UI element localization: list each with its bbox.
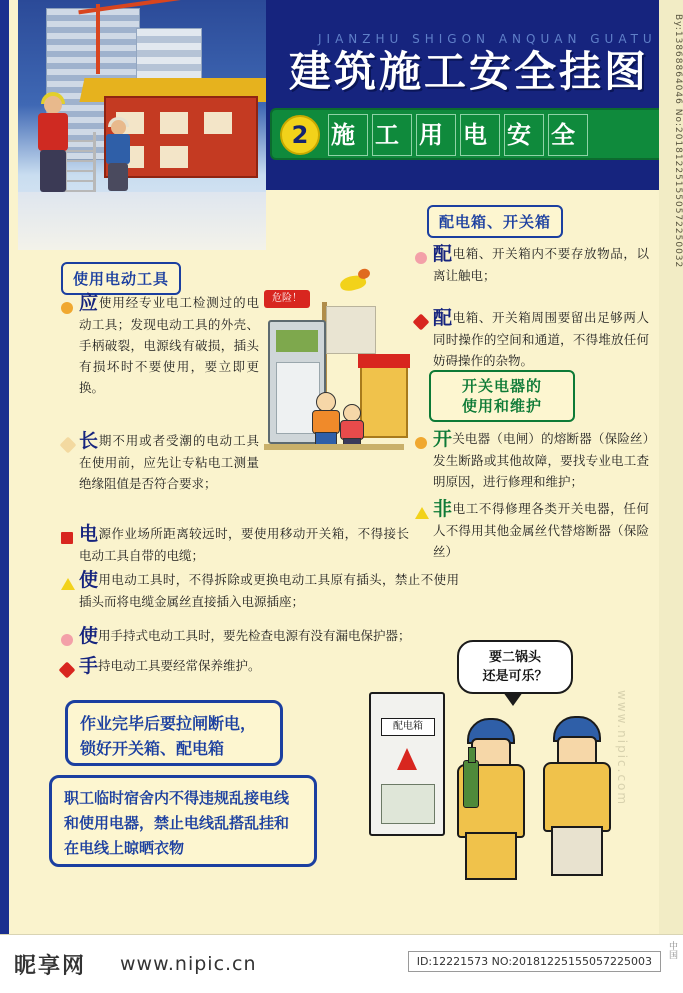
callout1-line1: 作业完毕后要拉闸断电， xyxy=(80,714,257,733)
photo-crane-mast xyxy=(96,4,100,74)
speech-bubble xyxy=(457,640,573,694)
section-number-badge: 2 xyxy=(280,115,320,155)
panel-slot xyxy=(381,784,435,824)
image-id-badge: ID:12221573 NO:20181225155057225003 xyxy=(408,951,661,972)
site-url[interactable]: www.nipic.cn xyxy=(120,953,257,975)
hanging-clothes xyxy=(326,306,376,354)
worker-body xyxy=(38,113,68,151)
switchgear-title-line1: 开关电器的 xyxy=(461,377,542,395)
header-subtitle-bar xyxy=(270,108,666,160)
worker-head xyxy=(44,96,62,114)
worker-body xyxy=(106,134,130,164)
bottle-icon xyxy=(463,760,479,808)
lead-char: 非 xyxy=(433,498,453,520)
item-text: 期不用或者受潮的电动工具在使用前，应先让专粘电工测量绝缘阻值是否符合要求； xyxy=(79,433,259,491)
bullet-icon xyxy=(61,634,73,646)
subtitle-char-1: 工 xyxy=(372,114,412,156)
worker-coat xyxy=(543,762,611,832)
illustration-clothes-on-wires xyxy=(264,272,404,472)
right-code-strip: By:13868864046 No:201812251550572250032 xyxy=(659,0,683,960)
poster-header xyxy=(18,0,668,190)
child-body xyxy=(340,420,364,440)
section-title-switchgear xyxy=(429,370,575,422)
house-shape xyxy=(360,364,408,438)
item-text: 用电动工具时，不得拆除或更换电动工具原有插头，禁止不使用插头而将电缆金属丝直接插入电源插座； xyxy=(79,572,459,609)
bullet-icon xyxy=(59,662,76,679)
distribution-item-1 xyxy=(433,307,649,371)
bullet-icon xyxy=(415,437,427,449)
subtitle-char-2: 用 xyxy=(416,114,456,156)
switchgear-item-1 xyxy=(433,498,649,562)
bullet-icon xyxy=(413,314,430,331)
lightning-bolt-icon xyxy=(397,748,417,770)
bullet-icon xyxy=(60,437,77,454)
child-figure-left xyxy=(308,392,342,448)
worker-pants xyxy=(551,826,603,876)
callout2-line3: 在电线上晾晒衣物 xyxy=(64,839,185,857)
switchgear-item-0 xyxy=(433,428,649,492)
bullet-icon xyxy=(61,532,73,544)
subtitle-char-5: 全 xyxy=(548,114,588,156)
section-title-power-tools: 使用电动工具 xyxy=(61,262,181,295)
callout-box-2 xyxy=(49,775,317,867)
child-head xyxy=(316,392,336,412)
subtitle-char-0: 施 xyxy=(328,114,368,156)
bullet-icon xyxy=(61,578,75,590)
item-text: 源作业场所距离较远时，要使用移动开关箱，不得接长电动工具自带的电缆； xyxy=(79,526,409,563)
bullet-icon xyxy=(415,507,429,519)
item-text: 电箱、开关箱内不要存放物品，以离让触电； xyxy=(433,246,649,283)
lead-char: 使 xyxy=(79,625,99,647)
item-text: 持电动工具要经常保养维护。 xyxy=(98,658,261,673)
power-tools-item-3 xyxy=(79,569,459,612)
poster-footer xyxy=(0,934,683,993)
bubble-line2: 还是可乐？ xyxy=(482,669,548,684)
illustration-two-workers xyxy=(359,640,659,890)
worker-listening xyxy=(537,716,615,880)
callout2-line2: 和使用电器，禁止电线乱搭乱挂和 xyxy=(64,814,290,832)
lead-char: 配 xyxy=(433,307,453,329)
subtitle-char-3: 电 xyxy=(460,114,500,156)
item-text: 用手持式电动工具时，要先检查电源有没有漏电保护器； xyxy=(98,628,411,643)
lead-char: 开 xyxy=(433,428,453,450)
footer-right-mark: 中国 xyxy=(667,941,677,959)
header-pinyin: JIANZHU SHIGON ANQUAN GUATU xyxy=(318,32,657,46)
callout-box-1 xyxy=(65,700,283,766)
lead-char: 电 xyxy=(79,523,99,545)
watermark-url: www.nipic.com xyxy=(615,690,629,807)
site-logo: 昵享网 xyxy=(14,954,87,979)
power-tools-item-0 xyxy=(79,292,259,398)
photo-worker-red xyxy=(32,96,76,192)
subtitle-char-4: 安 xyxy=(504,114,544,156)
item-text: 电工不得修理各类开关电器，任何人不得用其他金属丝代替熔断器（保险丝） xyxy=(433,501,649,559)
distribution-item-0 xyxy=(433,243,649,286)
worker-pants xyxy=(465,832,517,880)
photo-ground xyxy=(18,192,266,250)
power-tools-item-2 xyxy=(79,523,409,566)
bullet-icon xyxy=(415,252,427,264)
lead-char: 手 xyxy=(79,655,99,677)
callout2-line1: 职工临时宿舍内不得违规乱接电线 xyxy=(64,789,290,807)
lead-char: 应 xyxy=(79,292,99,314)
callout1-line2: 锁好开关箱、配电箱 xyxy=(80,739,225,758)
panel-label: 配电箱 xyxy=(381,718,435,736)
lead-char: 长 xyxy=(79,430,99,452)
distribution-panel xyxy=(369,692,445,836)
worker-head xyxy=(111,120,126,135)
section-title-distribution-box: 配电箱、开关箱 xyxy=(427,205,563,238)
lead-char: 使 xyxy=(79,569,99,591)
item-text: 关电器（电闸）的熔断器（保险丝）发生断路或其他故障，要找专业电工查明原因，进行修理和维护； xyxy=(433,431,649,489)
switchgear-title-line2: 使用和维护 xyxy=(461,397,542,415)
construction-photo xyxy=(18,0,266,250)
item-text: 使用经专业电工检测过的电动工具；发现电动工具的外壳、手柄破裂，电源线有破损，插头有损坏时不要使用，要立即更换。 xyxy=(79,295,259,395)
header-subtitle xyxy=(328,114,654,154)
worker-legs xyxy=(108,163,128,191)
child-figure-right xyxy=(338,404,364,448)
worker-legs xyxy=(40,150,66,192)
danger-label: 危险！ xyxy=(264,290,310,308)
lead-char: 配 xyxy=(433,243,453,265)
child-body xyxy=(312,410,340,434)
page-title: 建筑施工安全挂图 xyxy=(288,47,649,96)
bullet-icon xyxy=(61,302,73,314)
item-text: 电箱、开关箱周围要留出足够两人同时操作的空间和通道，不得堆放任何妨碍操作的杂物。 xyxy=(433,310,649,368)
illustration-ground xyxy=(264,444,404,450)
bird-icon xyxy=(339,273,368,293)
photo-worker-blue xyxy=(102,120,136,190)
power-tools-item-1 xyxy=(79,430,259,494)
bubble-line1: 要二锅头 xyxy=(488,650,541,665)
